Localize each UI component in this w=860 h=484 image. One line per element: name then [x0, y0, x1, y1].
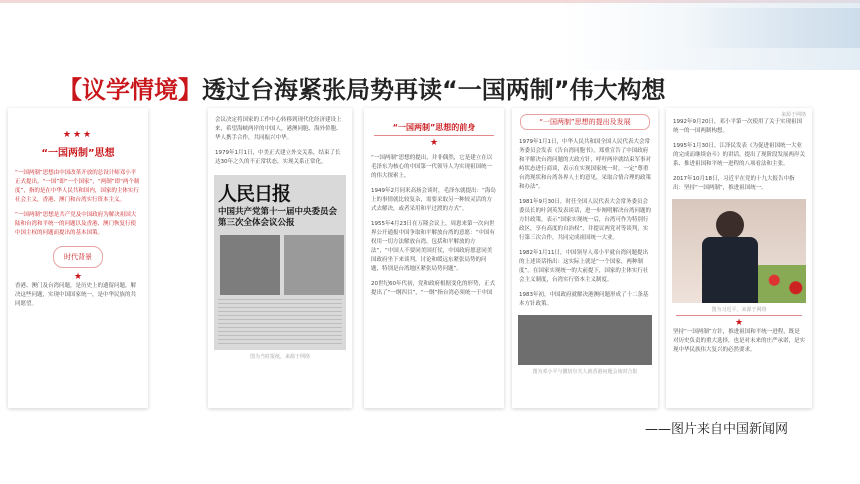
- panel2-paragraph-1: 会议决定将国家的工作中心转移到现代化经济建设上来，希望海峡两岸的中国人，港澳同胞、海外侨胞、华人携手合作，共同振兴中华。: [215, 117, 342, 141]
- panel1-paragraph-2: “一国两制”思想是共产党及中国政府为解决祖国大陆和台湾和平统一的问题以及香港、澳门恢复行使中国主权的问题而提出的基本国策。: [15, 212, 137, 236]
- panel2-paragraph-2: 1979年1月1日，中美正式建立外交关系，结束了长达30年之久的不正常状态，实现关系正常化。: [215, 150, 341, 165]
- panel5-paragraph-4: 坚持“一国两制”方针，推进祖国和平统一进程，既是对历史负责的重大选择，也是对未来的庄严承诺，是实现中华民族伟大复兴的必然要求。: [673, 329, 806, 353]
- leader-photo: [672, 199, 806, 303]
- newspaper-headline: 中国共产党第十一届中央委员会第三次全体会议公报: [218, 207, 338, 228]
- source-label: 来源于网络: [780, 112, 806, 118]
- panel1-heading: “一国两制”思想: [41, 148, 115, 159]
- slide-title: [58, 70, 666, 105]
- panel-recent: [666, 108, 812, 408]
- title-tag: 【议学情境】: [58, 76, 202, 104]
- header-decoration-2: [680, 8, 860, 48]
- panel5-paragraph-2: 1995年1月30日，江泽民发表《为促进祖国统一大业的完成而继续奋斗》的讲话，提出了现阶段发展两岸关系、推进祖国和平统一进程的八项看法和主张。: [673, 143, 806, 167]
- star-icon: ★: [734, 318, 744, 328]
- panel4-paragraph-1: 1979年1月1日，中华人民共和国全国人民代表大会常务委员会发表《告台湾同胞书》，郑重宣告了中国政府和平解决台湾问题的大政方针，呼吁两岸就结束军事对峙状态进行商谈，表示在实现国家统一时，一定“尊重台湾现状和台湾各界人士的意见，采取合情合理的政策和办法”。: [519, 139, 652, 190]
- panel4-paragraph-3: 1982年1月11日，中国领导人邓小平就台湾问题提出的上述谈话指出：这实际上就是“一个国家，两种制度”。在国家实现统一的大前提下，国家的主体实行社会主义制度，台湾实行资本主义制度。: [519, 250, 649, 283]
- title-text: 透过台海紧张局势再读“一国两制”伟大构想: [202, 76, 666, 104]
- panel4-heading: “一国两制”思想的提出及发展: [520, 114, 650, 130]
- panel1-paragraph-1: “一国两制”思想由中国改革开放的总设计师邓小平正式提出。“一国”即“一个国家”，“两制”即“两个制度”，指的是在中华人民共和国内，国家的主体实行社会主义，香港、澳门和台湾实行资本主义。: [15, 170, 140, 203]
- star-icon: ★: [429, 138, 439, 148]
- historic-photo: [518, 315, 652, 365]
- panel-one-country-two-systems: [8, 108, 148, 408]
- image-source-note: ——图片来自中国新闻网: [645, 422, 789, 437]
- divider: [676, 315, 802, 316]
- divider: [374, 135, 494, 136]
- person-head: [716, 211, 744, 239]
- panel3-paragraph-3: 1955年4月23日在万隆会议上，周恩来第一次向世界公开通报中国争取和平解放台湾的意愿：“中国有权用一切方法解放台湾，包括和平解放的方法”，“中国人不要同美国打仗，中国政府愿意同美国政府坐下来谈判，讨论和缓远东紧张局势的问题，特别是台湾地区紧张局势问题”。: [371, 221, 495, 272]
- newspaper-columns: [218, 299, 342, 346]
- newspaper-photo: [220, 235, 280, 295]
- person-body: [702, 237, 758, 303]
- panel5-paragraph-3: 2017年10月18日，习近平在党的十九大报告中指出：坚持“一国两制”，推进祖国统一。: [673, 176, 795, 191]
- panel4-paragraph-2: 1981年9月30日，时任全国人民代表大会常务委员会委员长的叶剑英发表谈话，进一步阐明解决台湾问题的方针政策，表示“国家实现统一后，台湾可作为特别行政区，享有高度的自治权”，并提议两党对等谈判，实行第三次合作，共同完成祖国统一大业。: [519, 199, 652, 241]
- stars-decoration: ★★★: [62, 130, 94, 140]
- newspaper-caption: 图为当时报纸，来源于网络: [249, 354, 310, 360]
- panel3-paragraph-2: 1949年2月同米高扬会谈时，毛泽东就提出：“海岛上的事情就比较复杂，需要采取另一种较灵活的方式去解决，或者采用和平过渡的方式”。: [371, 188, 496, 212]
- panel-development: [512, 108, 658, 408]
- flowers: [758, 265, 806, 303]
- panel3-paragraph-1: “一国两制”思想的提出，并非偶然，它是建立在以毛泽东为核心的中国第一代领导人为实现祖国统一的伟大探索上。: [371, 155, 493, 179]
- era-background-label: 时代背景: [53, 246, 103, 268]
- photo-caption: 图为邓小平与撒切尔夫人就香港问题会谈时合影: [532, 369, 638, 375]
- panel5-paragraph-1: 1992年9月20日，邓小平第一次使用了关于实现祖国统一的一国两制构想。: [673, 119, 802, 134]
- panel1-paragraph-3: 香港、澳门及台湾问题，是历史上的遗留问题，解决这些问题，实现中国国家统一，是中华民族的共同愿望。: [15, 283, 137, 307]
- panel-newspaper: [208, 108, 352, 408]
- leader-photo-caption: 图为习近平，来源于网络: [711, 307, 767, 313]
- panel3-paragraph-4: 20世纪60年代初，党和政府根据变化的形势，正式提出了“一纲四目”，“一纲”指台湾必须统一于中国: [371, 281, 495, 296]
- newspaper-masthead: 人民日报: [218, 183, 291, 205]
- newspaper-photo-2: [284, 235, 344, 295]
- newspaper-image: [214, 175, 346, 350]
- star-icon: ★: [73, 272, 83, 282]
- panel4-paragraph-4: 1983年初，中国政府就解决港澳问题形成了十二条基本方针政策。: [519, 292, 649, 307]
- panel3-heading: “一国两制”思想的前身: [392, 123, 476, 132]
- panel-predecessor: [364, 108, 504, 408]
